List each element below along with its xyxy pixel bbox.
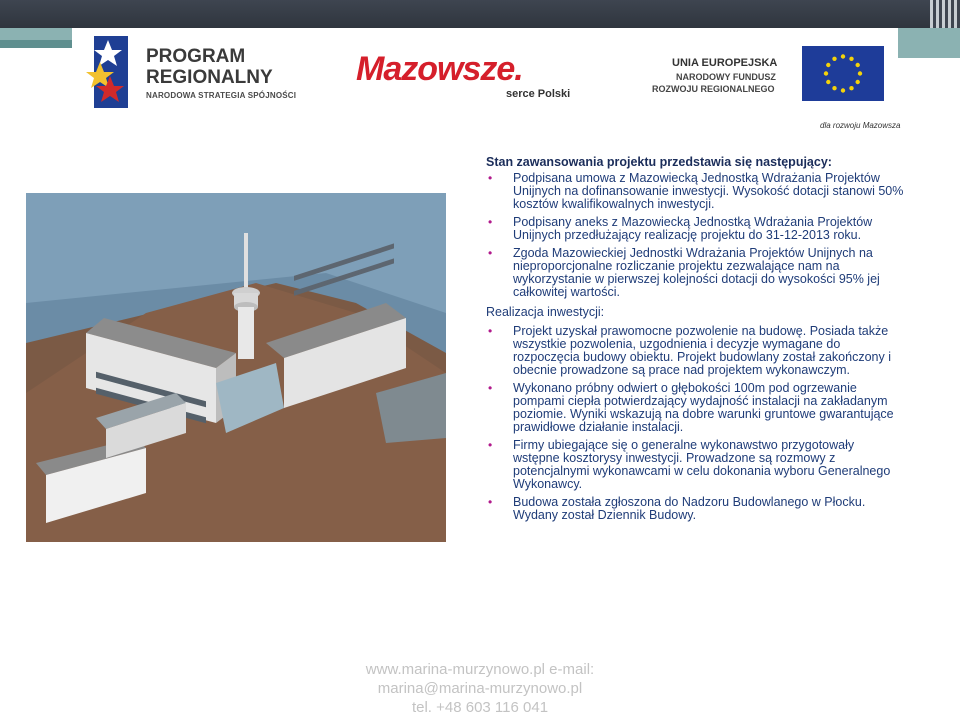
eu-star-icon bbox=[856, 63, 860, 67]
list-item: • Podpisany aneks z Mazowiecką Jednostką Wdrażania Projektów Unijnych przedłużający realizację projektu do 31-12-2013 roku. bbox=[486, 216, 904, 242]
investment-list bbox=[486, 325, 904, 522]
tagline: dla rozwoju Mazowsza bbox=[820, 121, 901, 130]
eu-star-icon bbox=[826, 80, 830, 84]
section-heading: Stan zawansowania projektu przedstawia się następujący: bbox=[486, 155, 832, 169]
eu-flag-icon bbox=[802, 46, 884, 101]
eu-star-icon bbox=[841, 88, 845, 92]
progress-description bbox=[486, 156, 904, 527]
program-title-line2: REGIONALNY bbox=[146, 67, 273, 88]
eu-star-icon bbox=[849, 57, 853, 61]
program-regionalny-logo-icon bbox=[86, 36, 130, 108]
ue-line2: ROZWOJU REGIONALNEGO bbox=[652, 84, 775, 94]
footer-contact bbox=[300, 660, 660, 717]
list-item: • Wykonano próbny odwiert o głębokości 100m pod ogrzewanie pompami ciepła potwierdzający wydajność instalacji na zakładanym poziomie. Wyniki wskazują na dobre warunki gruntowe gwarantujące prawidłowe działanie instalacji. bbox=[486, 382, 904, 434]
eu-star-icon bbox=[832, 86, 836, 90]
ue-title: UNIA EUROPEJSKA bbox=[672, 57, 778, 69]
marina-building-render-image bbox=[26, 193, 446, 542]
eu-star-icon bbox=[832, 57, 836, 61]
list-item: • Podpisana umowa z Mazowiecką Jednostką Wdrażania Projektów Unijnych na dofinansowanie inwestycji. Wysokość dotacji stanowi 50% kosztów kwalifikowalnych inwestycji. bbox=[486, 172, 904, 211]
right-accent-band bbox=[898, 28, 960, 58]
eu-star-icon bbox=[841, 54, 845, 58]
eu-star-icon bbox=[856, 80, 860, 84]
mazowsze-logo-wordmark: Mazowsze. bbox=[356, 50, 523, 88]
list-item: • Projekt uzyskał prawomocne pozwolenie na budowę. Posiada także wszystkie pozwolenia, uzgodnienia i decyzje wymagane do rozpoczęcia budowy obiektu. Projekt budowlany został zakończony i obecnie prowadzone są prace nad projektem wykonawczym. bbox=[486, 325, 904, 377]
list-item: • Budowa została zgłoszona do Nadzoru Budowlanego w Płocku. Wydany został Dziennik Budowy. bbox=[486, 496, 904, 522]
eu-star-icon bbox=[849, 86, 853, 90]
footer-website-email-label[interactable]: www.marina-murzynowo.pl e-mail: bbox=[365, 661, 595, 678]
mazowsze-logo-subtitle: serce Polski bbox=[506, 88, 571, 100]
list-item: • Firmy ubiegające się o generalne wykonawstwo przygotowały wstępne kosztorysy inwestycji. Prowadzone są rozmowy z potencjalnymi wykonawcami w celu dokonania wyboru Generalnego Wykonawcy. bbox=[486, 439, 904, 491]
program-regionalny-subtitle: NARODOWA STRATEGIA SPÓJNOŚCI bbox=[146, 91, 297, 100]
list-item: • Zgoda Mazowieckiej Jednostki Wdrażania Projektów Unijnych na nieproporcjonalne rozliczanie projektu zezwalające nam na wykorzystanie w pierwszej kolejności dotacji do wysokości 95% jej całkowitej wartości. bbox=[486, 247, 904, 299]
section-subheading: Realizacja inwestycji: bbox=[486, 305, 605, 319]
eu-star-icon bbox=[824, 71, 828, 75]
program-regionalny-title bbox=[146, 46, 273, 88]
left-accent-band-dark bbox=[0, 40, 72, 48]
program-title-line1: PROGRAM bbox=[146, 46, 246, 67]
agreements-list bbox=[486, 172, 904, 299]
eu-star-icon bbox=[826, 63, 830, 67]
ue-line1: NARODOWY FUNDUSZ bbox=[676, 72, 776, 82]
eu-star-icon bbox=[858, 71, 862, 75]
footer-phone: tel. +48 603 116 041 bbox=[411, 699, 549, 716]
top-bar bbox=[0, 0, 960, 28]
footer-email[interactable]: marina@marina-murzynowo.pl bbox=[377, 680, 583, 697]
